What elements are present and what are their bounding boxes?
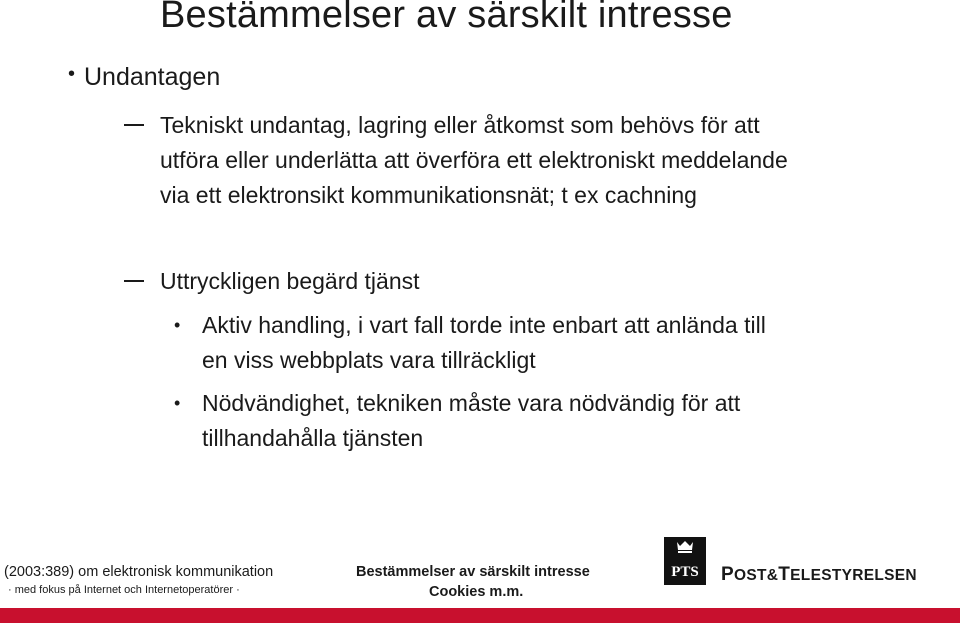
slide-title: Bestämmelser av särskilt intresse [160,0,733,36]
bullet-dot-icon: • [68,63,76,85]
footer-law-reference: (2003:389) om elektronisk kommunikation [4,564,274,580]
item-line: Tekniskt undantag, lagring eller åtkomst som behövs för att [160,112,760,138]
bullet-undantagen [68,63,221,92]
item-line: Nödvändighet, tekniken måste vara nödvändig för att [202,390,741,416]
crown-icon [664,537,706,585]
bullet-dot-icon: • [174,393,181,413]
pts-logo-name: POST&TELESTYRELSEN [721,564,917,585]
sub-bullet-nodvandighet [174,386,922,456]
item-line: en viss webbplats vara tillräckligt [202,347,536,373]
footer-subtopic: Cookies m.m. [429,584,524,600]
bullet-label: Undantagen [84,63,221,91]
item-line: tillhandahålla tjänsten [202,425,424,451]
sub-bullet-aktiv [174,308,922,378]
item-line: Uttryckligen begärd tjänst [160,268,420,294]
svg-text:PTS: PTS [671,564,699,580]
footer-topic: Bestämmelser av särskilt intresse [356,564,590,580]
bullet-dot-icon: • [174,315,181,335]
pts-logo-icon [664,537,706,585]
dash-icon [124,124,144,126]
footer-red-bar [0,608,960,623]
item-line: Aktiv handling, i vart fall torde inte enbart att anlända till [202,312,766,338]
item-line: via ett elektronsikt kommunikationsnät; t ex cachning [160,182,697,208]
dash-icon [124,280,144,282]
footer-subtitle: · med fokus på Internet och Internetoperatörer · [8,584,240,596]
dash-item-uttryckligen [160,264,920,299]
item-line: utföra eller underlätta att överföra ett elektroniskt meddelande [160,147,788,173]
dash-item-tekniskt [160,108,920,213]
